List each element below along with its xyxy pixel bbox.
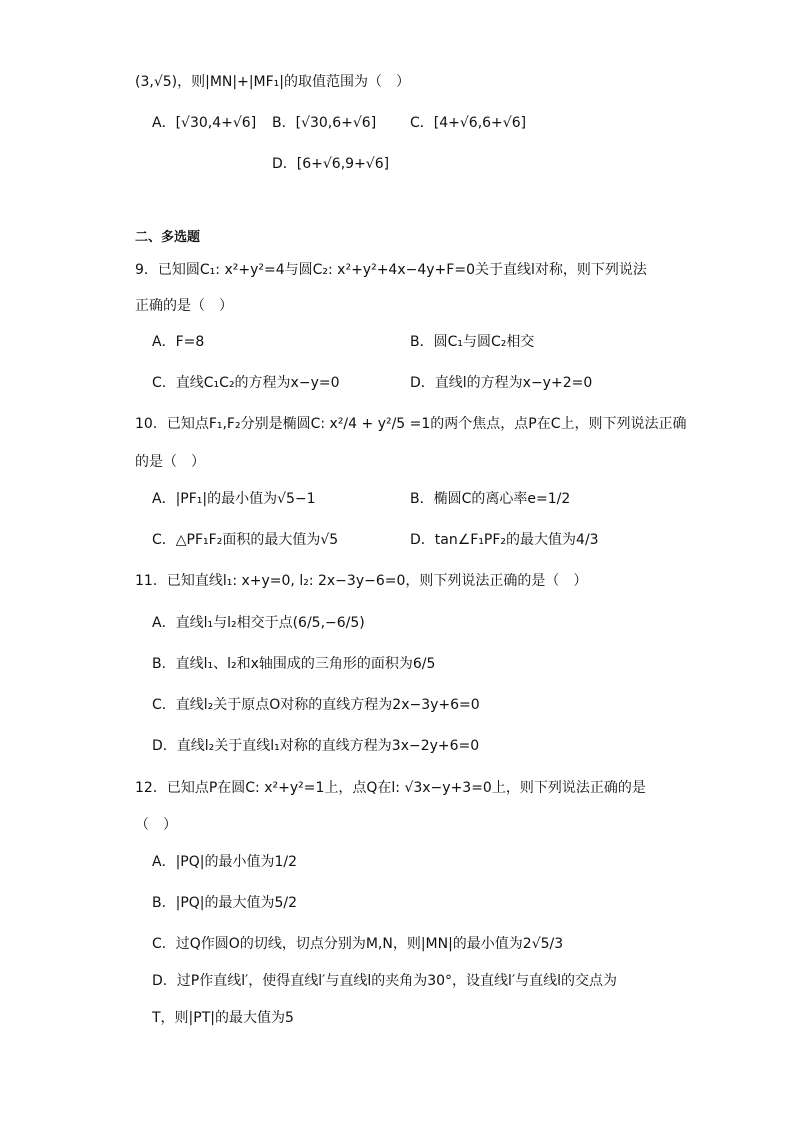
q8-option-c: C．[4+√6,6+√6]: [410, 115, 527, 131]
q12-option-d-line-1: D．过P作直线l′，使得直线l′与直线l的夹角为30°，设直线l′与直线l的交点为: [152, 973, 618, 989]
q11-option-b: B．直线l₁、l₂和x轴围成的三角形的面积为6/5: [152, 656, 436, 672]
q10-stem-line-2: 的是（ ）: [135, 454, 205, 470]
q12-stem-line-1: 12．已知点P在圆C: x²+y²=1上，点Q在l: √3x−y+3=0上，则下列说法正确的是: [135, 780, 646, 796]
q9-option-c: C．直线C₁C₂的方程为x−y=0: [152, 375, 340, 391]
q10-option-b: B．椭圆C的离心率e=1/2: [410, 491, 571, 507]
q9-stem-line-1: 9．已知圆C₁: x²+y²=4与圆C₂: x²+y²+4x−4y+F=0关于直线l对称，则下列说法: [135, 262, 647, 278]
q8-option-d: D．[6+√6,9+√6]: [272, 156, 390, 172]
q12-option-b: B．|PQ|的最大值为5/2: [152, 895, 298, 911]
q11-option-c: C．直线l₂关于原点O对称的直线方程为2x−3y+6=0: [152, 697, 480, 713]
section-heading: 二、多选题: [135, 230, 201, 245]
q8-option-b: B．[√30,6+√6]: [272, 115, 377, 131]
q9-stem-line-2: 正确的是（ ）: [135, 298, 233, 314]
q11-option-d: D．直线l₂关于直线l₁对称的直线方程为3x−2y+6=0: [152, 738, 480, 754]
q8-stem: (3,√5)，则|MN|+|MF₁|的取值范围为（ ）: [135, 74, 411, 90]
q11-option-a: A．直线l₁与l₂相交于点(6/5,−6/5): [152, 615, 365, 631]
q10-option-a: A．|PF₁|的最小值为√5−1: [152, 491, 316, 507]
q10-stem-line-1: 10．已知点F₁,F₂分别是椭圆C: x²/4 + y²/5 =1的两个焦点，点P在C上，则下列说法正确: [135, 416, 687, 432]
q8-option-a: A．[√30,4+√6]: [152, 115, 257, 131]
q12-option-c: C．过Q作圆O的切线，切点分别为M,N，则|MN|的最小值为2√5/3: [152, 936, 564, 952]
q9-option-a: A．F=8: [152, 334, 205, 350]
q9-option-b: B．圆C₁与圆C₂相交: [410, 334, 535, 350]
q12-stem-line-2: （ ）: [135, 817, 177, 833]
q11-stem: 11．已知直线l₁: x+y=0, l₂: 2x−3y−6=0，则下列说法正确的是（ ）: [135, 573, 588, 589]
q9-option-d: D．直线l的方程为x−y+2=0: [410, 375, 593, 391]
q10-option-c: C．△PF₁F₂面积的最大值为√5: [152, 532, 339, 548]
q10-option-d: D．tan∠F₁PF₂的最大值为4/3: [410, 532, 599, 548]
q12-option-d-line-2: T，则|PT|的最大值为5: [152, 1010, 294, 1026]
q12-option-a: A．|PQ|的最小值为1/2: [152, 854, 298, 870]
